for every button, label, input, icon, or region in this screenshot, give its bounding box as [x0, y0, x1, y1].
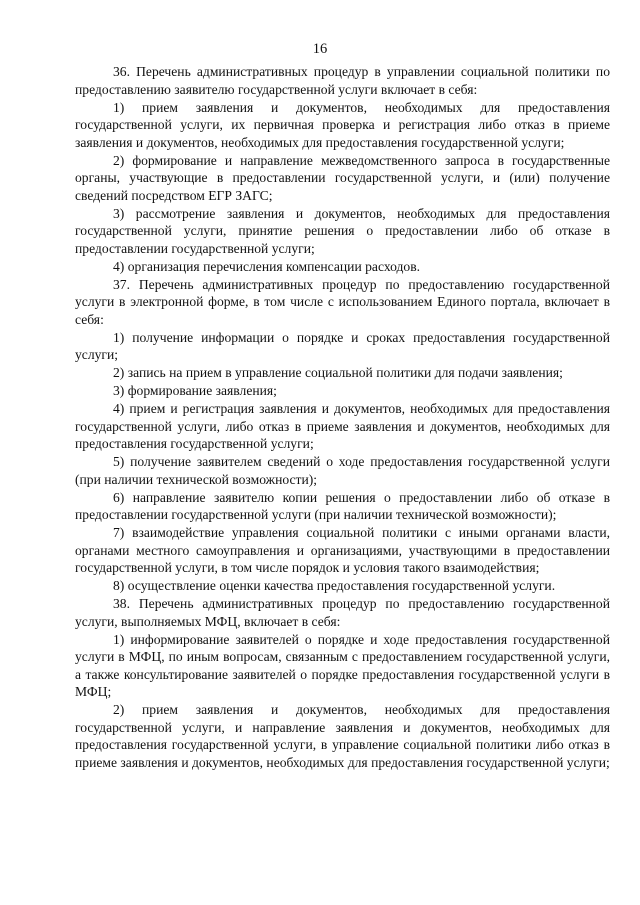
paragraph-37-heading: 37. Перечень административных процедур по предоставлению государственной услуги в электронной форме, в том числе с использованием Единого портала, включает в себя: [75, 276, 610, 327]
paragraph-36-heading: 36. Перечень административных процедур в управлении социальной политики по предоставлению заявителю государственной услуги включает в себя: [75, 64, 610, 97]
paragraph-37-item-5: 5) получение заявителем сведений о ходе предоставления государственной услуги (при наличии технической возможности); [75, 454, 610, 487]
paragraph-37-item-6: 6) направление заявителю копии решения о предоставлении либо об отказе в предоставлении государственной услуги (при наличии технической возможности); [75, 489, 610, 522]
paragraph-37-item-4: 4) прием и регистрация заявления и документов, необходимых для предоставления государственной услуги, либо отказ в приеме заявления и документов, необходимых для предоставления государственной услуги; [75, 401, 610, 451]
paragraph-38-heading: 38. Перечень административных процедур по предоставлению государственной услуги, выполняемых МФЦ, включает в себя: [75, 596, 610, 629]
paragraph-36-item-3: 3) рассмотрение заявления и документов, необходимых для предоставления государственной услуги, принятие решения о предоставлении либо об отказе в предоставлении государственной услуги; [75, 205, 610, 256]
paragraph-37-item-7: 7) взаимодействие управления социальной политики с иными органами власти, органами местного самоуправления и организациями, участвующими в предоставлении государственной услуги, в том числе порядок и условия такого взаимодействия; [75, 525, 610, 575]
paragraph-36-item-2: 2) формирование и направление межведомственного запроса в государственные органы, участвующие в предоставлении государственной услуги, и (или) получение сведений посредством ЕГР ЗАГС; [75, 152, 610, 203]
paragraph-37-item-1: 1) получение информации о порядке и сроках предоставления государственной услуги; [75, 329, 610, 362]
paragraph-36-item-4: 4) организация перечисления компенсации расходов. [113, 258, 421, 274]
paragraph-38-item-1: 1) информирование заявителей о порядке и ходе предоставления государственной услуги в МФЦ, по иным вопросам, связанным с предоставлением государственной услуги, а также консультирование заявителей о порядке предоставления государственной услуги в МФЦ; [75, 631, 610, 699]
paragraph-38-item-2: 2) прием заявления и документов, необходимых для предоставления государственной услуги, и направление заявления и документов, необходимых для предоставления государственной услуги, в управление социальной политики либо отказ в приеме заявления и документов, необходимых для предоставления государственной услуги; [75, 702, 610, 770]
document-body [75, 63, 610, 771]
paragraph-37-item-8: 8) осуществление оценки качества предоставления государственной услуги. [113, 578, 556, 593]
page-number: 16 [312, 41, 328, 57]
paragraph-36-item-1: 1) прием заявления и документов, необходимых для предоставления государственной услуги, их первичная проверка и регистрация либо отказ в приеме заявления и документов, необходимых для предоставления государственной услуги; [75, 99, 610, 150]
paragraph-37-item-3: 3) формирование заявления; [113, 383, 277, 398]
paragraph-37-item-2: 2) запись на прием в управление социальной политики для подачи заявления; [113, 365, 563, 380]
